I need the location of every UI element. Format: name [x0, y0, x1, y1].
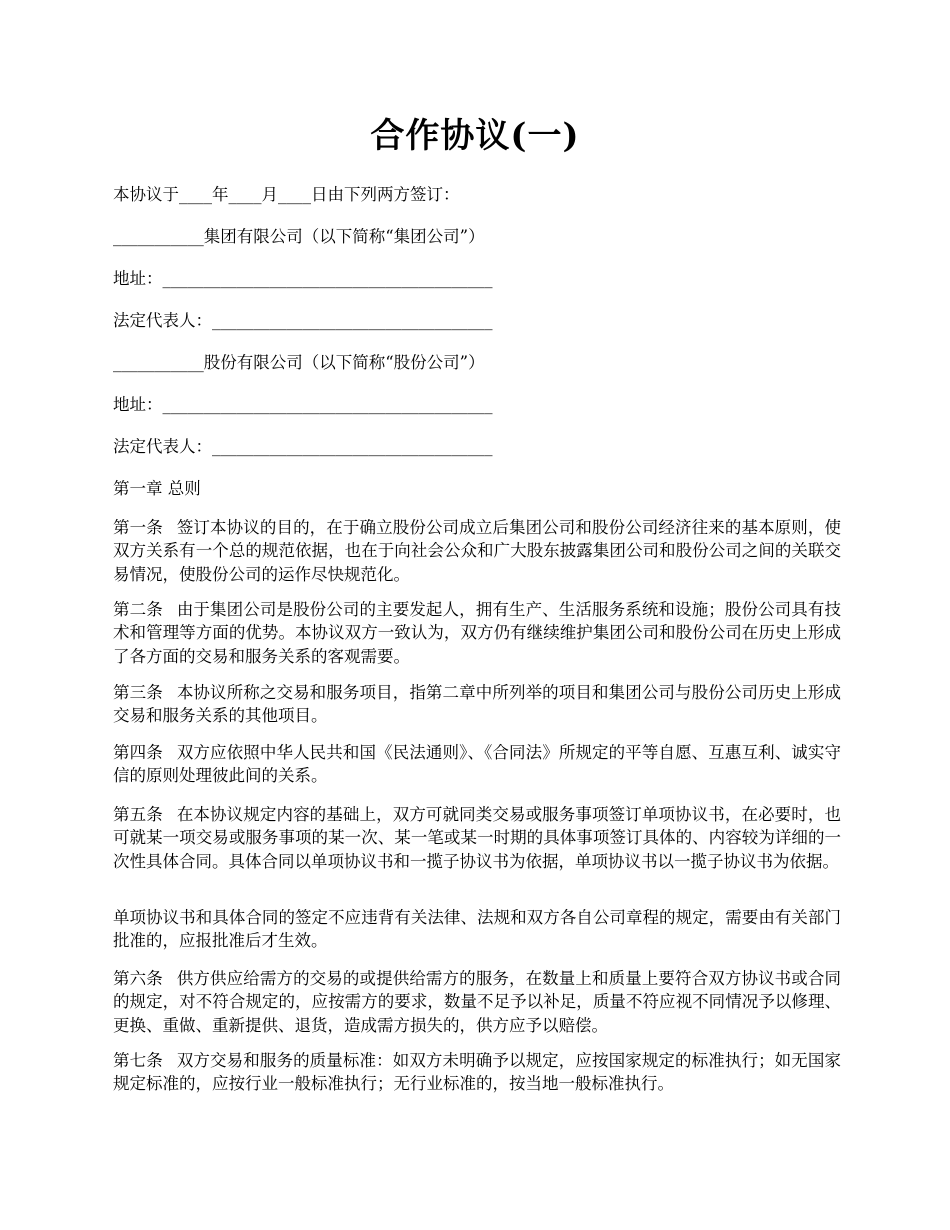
article-number: 第二条 — [113, 600, 163, 619]
article-text: 双方应依照中华人民共和国《民法通则》、《合同法》所规定的平等自愿、互惠互利、诚实守信的原则处理彼此间的关系。 — [113, 743, 842, 786]
party-b-address: 地址：________________________________________ — [113, 395, 493, 414]
article-number: 第六条 — [113, 969, 163, 988]
article-1 — [113, 516, 841, 586]
article-number: 第七条 — [113, 1051, 163, 1070]
article-3 — [113, 681, 841, 728]
article-7 — [113, 1049, 841, 1096]
article-4 — [113, 741, 841, 788]
party-a-representative: 法定代表人：__________________________________ — [113, 311, 493, 330]
article-text: 供方供应给需方的交易的或提供给需方的服务，在数量上和质量上要符合双方协议书或合同的规定，对不符合规定的，应按需方的要求，数量不足予以补足，质量不符应视不同情况予以修理、更换、重做、重新提供、退货，造成需方损失的，供方应予以赔偿。 — [113, 969, 842, 1035]
party-a-address: 地址：________________________________________ — [113, 269, 493, 288]
article-number: 第四条 — [113, 743, 163, 762]
article-text: 本协议所称之交易和服务项目，指第二章中所列举的项目和集团公司与股份公司历史上形成交易和服务关系的其他项目。 — [113, 683, 842, 726]
party-a-line: ___________集团有限公司（以下简称“集团公司”） — [113, 227, 485, 246]
article-text: 签订本协议的目的，在于确立股份公司成立后集团公司和股份公司经济往来的基本原则，使双方关系有一个总的规范依据，也在于向社会公众和广大股东披露集团公司和股份公司之间的关联交易情况，使股份公司的运作尽快规范化。 — [113, 518, 842, 584]
article-2 — [113, 598, 841, 668]
article-6 — [113, 967, 841, 1037]
chapter-heading: 第一章 总则 — [113, 479, 201, 498]
article-number: 第一条 — [113, 518, 163, 537]
article-number: 第五条 — [113, 805, 163, 824]
signing-line: 本协议于____年____月____日由下列两方签订： — [113, 185, 460, 204]
article-text: 双方交易和服务的质量标准：如双方未明确予以规定，应按国家规定的标准执行；如无国家规定标准的，应按行业一般标准执行；无行业标准的，按当地一般标准执行。 — [113, 1051, 842, 1094]
article-5 — [113, 803, 841, 873]
article-text: 在本协议规定内容的基础上，双方可就同类交易或服务事项签订单项协议书，在必要时，也可就某一项交易或服务事项的某一次、某一笔或某一时期的具体事项签订具体的、内容较为详细的一次性具体合同。具体合同以单项协议书和一揽子协议书为依据，单项协议书以一揽子协议书为依据。 — [113, 805, 842, 871]
article-text: 由于集团公司是股份公司的主要发起人，拥有生产、生活服务系统和设施；股份公司具有技术和管理等方面的优势。本协议双方一致认为，双方仍有继续维护集团公司和股份公司在历史上形成了各方面的交易和服务关系的客观需要。 — [113, 600, 842, 666]
article-number: 第三条 — [113, 683, 163, 702]
article-5-paragraph-2 — [113, 906, 841, 953]
article-text: 单项协议书和具体合同的签定不应违背有关法律、法规和双方各自公司章程的规定，需要由有关部门批准的，应报批准后才生效。 — [113, 908, 841, 951]
document-title: 合作协议(一) — [370, 116, 580, 156]
party-b-line: ___________股份有限公司（以下简称“股份公司”） — [113, 353, 485, 372]
party-b-representative: 法定代表人：__________________________________ — [113, 437, 493, 456]
